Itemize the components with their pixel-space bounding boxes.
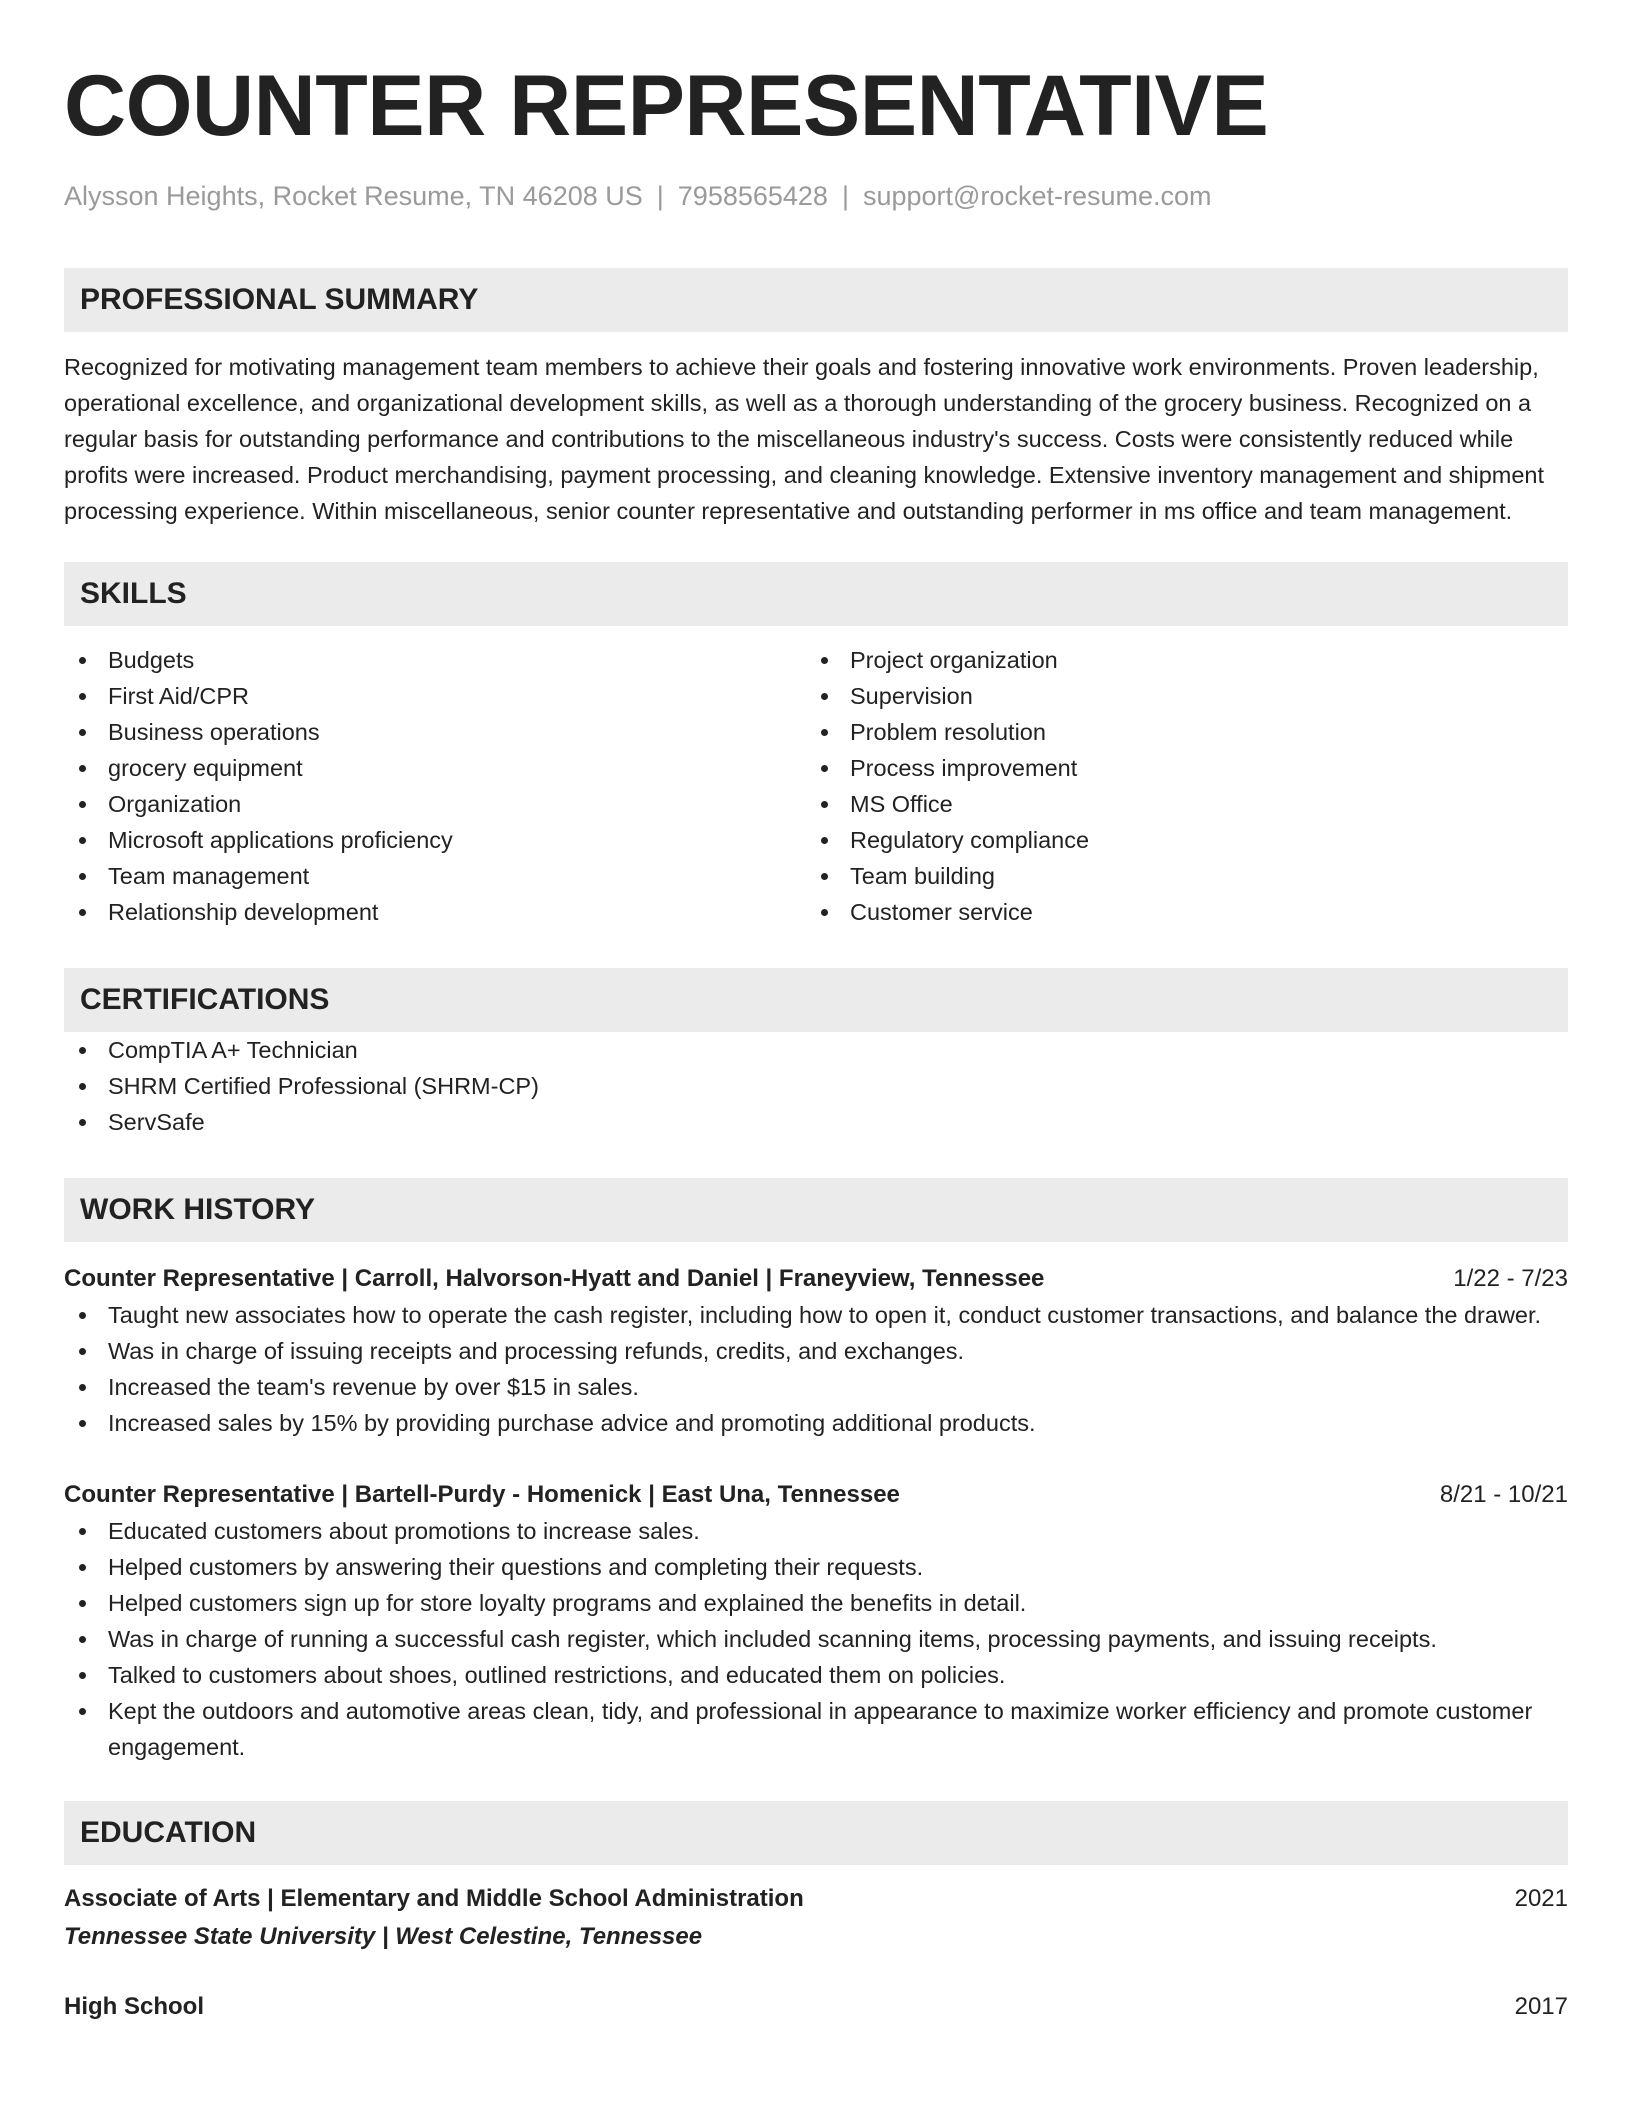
job-title: Counter Representative | Bartell-Purdy - Homenick | East Una, Tennessee	[64, 1481, 900, 1508]
job-bullet: Was in charge of running a successful cash register, which included scanning items, processing payments, and issuing receipts.	[64, 1621, 1568, 1657]
education-entry-header	[64, 1881, 1568, 1917]
job-header	[64, 1261, 1568, 1297]
skill-item: Supervision	[806, 678, 1548, 714]
skill-item: Business operations	[64, 714, 806, 750]
skill-item: Organization	[64, 786, 806, 822]
skill-item: Team management	[64, 858, 806, 894]
section-header-work-history: WORK HISTORY	[64, 1178, 1568, 1242]
skill-item: Regulatory compliance	[806, 822, 1548, 858]
skill-item: Relationship development	[64, 894, 806, 930]
skills-right-column	[806, 642, 1548, 930]
skill-item: Project organization	[806, 642, 1548, 678]
job-bullet: Increased the team's revenue by over $15 in sales.	[64, 1369, 1568, 1405]
job-bullet: Taught new associates how to operate the cash register, including how to open it, conduct customer transactions, and balance the drawer.	[64, 1297, 1568, 1333]
job-bullets	[64, 1513, 1568, 1765]
certification-item: ServSafe	[64, 1104, 1568, 1140]
section-header-skills: SKILLS	[64, 562, 1568, 626]
skills-left-column	[64, 642, 806, 930]
education-degree: Associate of Arts | Elementary and Middle School Administration	[64, 1885, 804, 1912]
education-degree: High School	[64, 1993, 204, 2020]
job-dates: 1/22 - 7/23	[1453, 1265, 1568, 1292]
skill-item: Microsoft applications proficiency	[64, 822, 806, 858]
job-header	[64, 1477, 1568, 1513]
skills-grid	[64, 642, 1568, 930]
job-bullet: Talked to customers about shoes, outlined restrictions, and educated them on policies.	[64, 1657, 1568, 1693]
job-bullet: Kept the outdoors and automotive areas clean, tidy, and professional in appearance to maximize worker efficiency and promote customer engagement.	[64, 1693, 1568, 1765]
job-bullet: Helped customers by answering their questions and completing their requests.	[64, 1549, 1568, 1585]
skill-item: First Aid/CPR	[64, 678, 806, 714]
section-header-summary: PROFESSIONAL SUMMARY	[64, 268, 1568, 332]
job-bullet: Increased sales by 15% by providing purchase advice and promoting additional products.	[64, 1405, 1568, 1441]
job-bullet: Educated customers about promotions to increase sales.	[64, 1513, 1568, 1549]
section-header-education: EDUCATION	[64, 1801, 1568, 1865]
education-school: Tennessee State University | West Celestine, Tennessee	[64, 1923, 703, 1950]
job-bullets	[64, 1297, 1568, 1441]
job-title: Counter Representative | Carroll, Halvorson-Hyatt and Daniel | Franeyview, Tennessee	[64, 1265, 1045, 1292]
resume-name: COUNTER REPRESENTATIVE	[64, 58, 1269, 154]
contact-line	[64, 178, 1568, 214]
contact-separator: |	[656, 181, 664, 211]
education-year: 2021	[1514, 1885, 1568, 1912]
skill-item: Budgets	[64, 642, 806, 678]
skill-item: Team building	[806, 858, 1548, 894]
education-entry-header	[64, 1989, 1568, 2025]
certification-item: SHRM Certified Professional (SHRM-CP)	[64, 1068, 1568, 1104]
skill-item: Customer service	[806, 894, 1548, 930]
job-dates: 8/21 - 10/21	[1439, 1481, 1568, 1508]
skill-item: Process improvement	[806, 750, 1548, 786]
summary-text: Recognized for motivating management team members to achieve their goals and fostering innovative work environments. Proven leadership, operational excellence, and organizational development skills, as well as a thorough understanding of the grocery business. Recognized on a regular basis for outstanding performance and contributions to the miscellaneous industry's success. Costs were consistently reduced while profits were increased. Product merchandising, payment processing, and cleaning knowledge. Extensive inventory management and shipment processing experience. Within miscellaneous, senior counter representative and outstanding performer in ms office and team management.	[64, 354, 1545, 524]
contact-separator: |	[841, 181, 849, 211]
certifications-list	[64, 1032, 1568, 1140]
skill-item: grocery equipment	[64, 750, 806, 786]
skill-item: Problem resolution	[806, 714, 1548, 750]
section-header-certifications: CERTIFICATIONS	[64, 968, 1568, 1032]
contact-email: support@rocket-resume.com	[862, 181, 1212, 211]
job-bullet: Helped customers sign up for store loyalty programs and explained the benefits in detail.	[64, 1585, 1568, 1621]
contact-phone: 7958565428	[677, 181, 828, 211]
job-bullet: Was in charge of issuing receipts and processing refunds, credits, and exchanges.	[64, 1333, 1568, 1369]
education-year: 2017	[1514, 1993, 1568, 2020]
contact-address: Alysson Heights, Rocket Resume, TN 46208 US	[64, 181, 643, 211]
skill-item: MS Office	[806, 786, 1548, 822]
certification-item: CompTIA A+ Technician	[64, 1032, 1568, 1068]
